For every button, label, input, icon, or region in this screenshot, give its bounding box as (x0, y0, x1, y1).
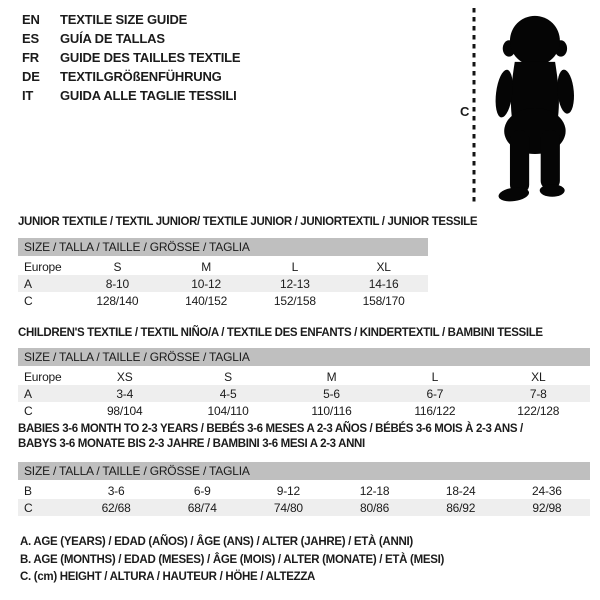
value-cell: 104/110 (207, 403, 249, 418)
language-title: TEXTILGRÖßENFÜHRUNG (60, 69, 222, 84)
junior-section (18, 215, 478, 309)
value-cell: 8-10 (73, 275, 162, 292)
size-cell: M (201, 259, 212, 274)
language-item-de (22, 67, 240, 86)
row-label: B (24, 483, 32, 498)
value-cell: 6-9 (193, 483, 211, 498)
table-row (18, 402, 590, 419)
table-row (18, 367, 590, 385)
language-title: GUIDE DES TAILLES TEXTILE (60, 50, 241, 65)
size-cell: S (113, 259, 122, 274)
language-item-fr (22, 48, 240, 67)
value-cell: 62/68 (73, 499, 159, 516)
value-cell: 152/158 (273, 293, 316, 308)
table-row (18, 481, 590, 499)
height-dashed-line (471, 8, 477, 206)
row-label: A (18, 275, 73, 292)
row-label: C (24, 403, 33, 418)
language-code: DE (22, 69, 40, 84)
language-code: IT (22, 88, 34, 103)
size-cell: S (224, 369, 232, 384)
language-title: TEXTILE SIZE GUIDE (60, 12, 188, 27)
size-cell: L (291, 259, 299, 274)
value-cell: 68/74 (159, 499, 245, 516)
table-row (18, 385, 590, 402)
size-header-bar: SIZE / TALLA / TAILLE / GRÖSSE / TAGLIA (18, 462, 590, 481)
language-code: EN (22, 12, 40, 27)
language-item-it (22, 86, 240, 105)
junior-section-title: JUNIOR TEXTILE / TEXTIL JUNIOR/ TEXTILE JUNIOR / JUNIORTEXTIL / JUNIOR TESSILE (18, 216, 478, 228)
value-cell: 116/122 (414, 403, 456, 418)
language-code: ES (22, 31, 39, 46)
language-title: GUÍA DE TALLAS (60, 31, 165, 46)
size-cell: XL (376, 259, 391, 274)
value-cell: 3-6 (107, 483, 125, 498)
value-cell: 4-5 (176, 385, 279, 402)
babies-section-title-line1: BABIES 3-6 MONTH TO 2-3 YEARS / BEBÉS 3-6 MESES A 2-3 AÑOS / BÉBÉS 3-6 MOIS À 2-3 ANS / (18, 423, 523, 435)
footnote-legend (20, 536, 444, 589)
value-cell: 92/98 (504, 499, 590, 516)
value-cell: 122/128 (517, 403, 560, 418)
value-cell: 6-7 (383, 385, 486, 402)
value-cell: 158/170 (362, 293, 405, 308)
row-label: Europe (24, 259, 62, 274)
babies-size-table (18, 462, 590, 516)
value-cell: 12-18 (359, 483, 390, 498)
children-section (18, 326, 590, 419)
children-section-title: CHILDREN'S TEXTILE / TEXTIL NIÑO/A / TEXTILE DES ENFANTS / KINDERTEXTIL / BAMBINI TESSILE (18, 327, 543, 339)
row-label: C (18, 499, 73, 516)
size-cell: L (431, 369, 439, 384)
language-title: GUIDA ALLE TAGLIE TESSILI (60, 88, 237, 103)
table-row (18, 292, 428, 309)
footnote-b: B. AGE (MONTHS) / EDAD (MESES) / ÂGE (MOIS) / ALTER (MONATE) / ETÀ (MESI) (20, 553, 445, 566)
table-row (18, 257, 428, 275)
value-cell: 18-24 (445, 483, 476, 498)
language-code: FR (22, 50, 39, 65)
toddler-figure (440, 0, 600, 215)
value-cell: 86/92 (418, 499, 504, 516)
footnote-c: C. (cm) HEIGHT / ALTURA / HAUTEUR / HÖHE / ALTEZZA (20, 571, 316, 583)
size-header-bar: SIZE / TALLA / TAILLE / GRÖSSE / TAGLIA (18, 348, 590, 367)
children-size-table (18, 348, 590, 419)
value-cell: 110/116 (311, 403, 352, 418)
value-cell: 7-8 (487, 385, 590, 402)
footnote-a: A. AGE (YEARS) / EDAD (AÑOS) / ÂGE (ANS) / ALTER (JAHRE) / ETÀ (ANNI) (20, 536, 413, 548)
value-cell: 14-16 (339, 275, 428, 292)
value-cell: 80/86 (331, 499, 417, 516)
babies-section (18, 422, 590, 516)
size-header-bar: SIZE / TALLA / TAILLE / GRÖSSE / TAGLIA (18, 238, 428, 257)
value-cell: 24-36 (532, 483, 562, 498)
value-cell: 12-13 (251, 275, 340, 292)
babies-section-title-line2: BABYS 3-6 MONATE BIS 2-3 JAHRE / BAMBINI 3-6 MESI A 2-3 ANNI (18, 438, 365, 450)
value-cell: 140/152 (185, 293, 228, 308)
row-label: A (18, 385, 73, 402)
row-label: C (24, 293, 33, 308)
value-cell: 74/80 (245, 499, 331, 516)
table-row (18, 275, 428, 292)
size-cell: M (326, 369, 337, 384)
language-item-es (22, 29, 240, 48)
language-title-list (22, 10, 240, 105)
toddler-silhouette-icon (485, 9, 581, 206)
value-cell: 10-12 (162, 275, 251, 292)
table-row (18, 499, 590, 516)
size-cell: XL (531, 369, 546, 384)
value-cell: 9-12 (276, 483, 300, 498)
language-item-en (22, 10, 240, 29)
size-cell: XS (116, 369, 133, 384)
value-cell: 5-6 (280, 385, 383, 402)
value-cell: 128/140 (96, 293, 139, 308)
junior-size-table (18, 238, 428, 309)
value-cell: 98/104 (106, 403, 143, 418)
height-measure-label: C (460, 104, 470, 119)
row-label: Europe (24, 369, 62, 384)
value-cell: 3-4 (73, 385, 176, 402)
